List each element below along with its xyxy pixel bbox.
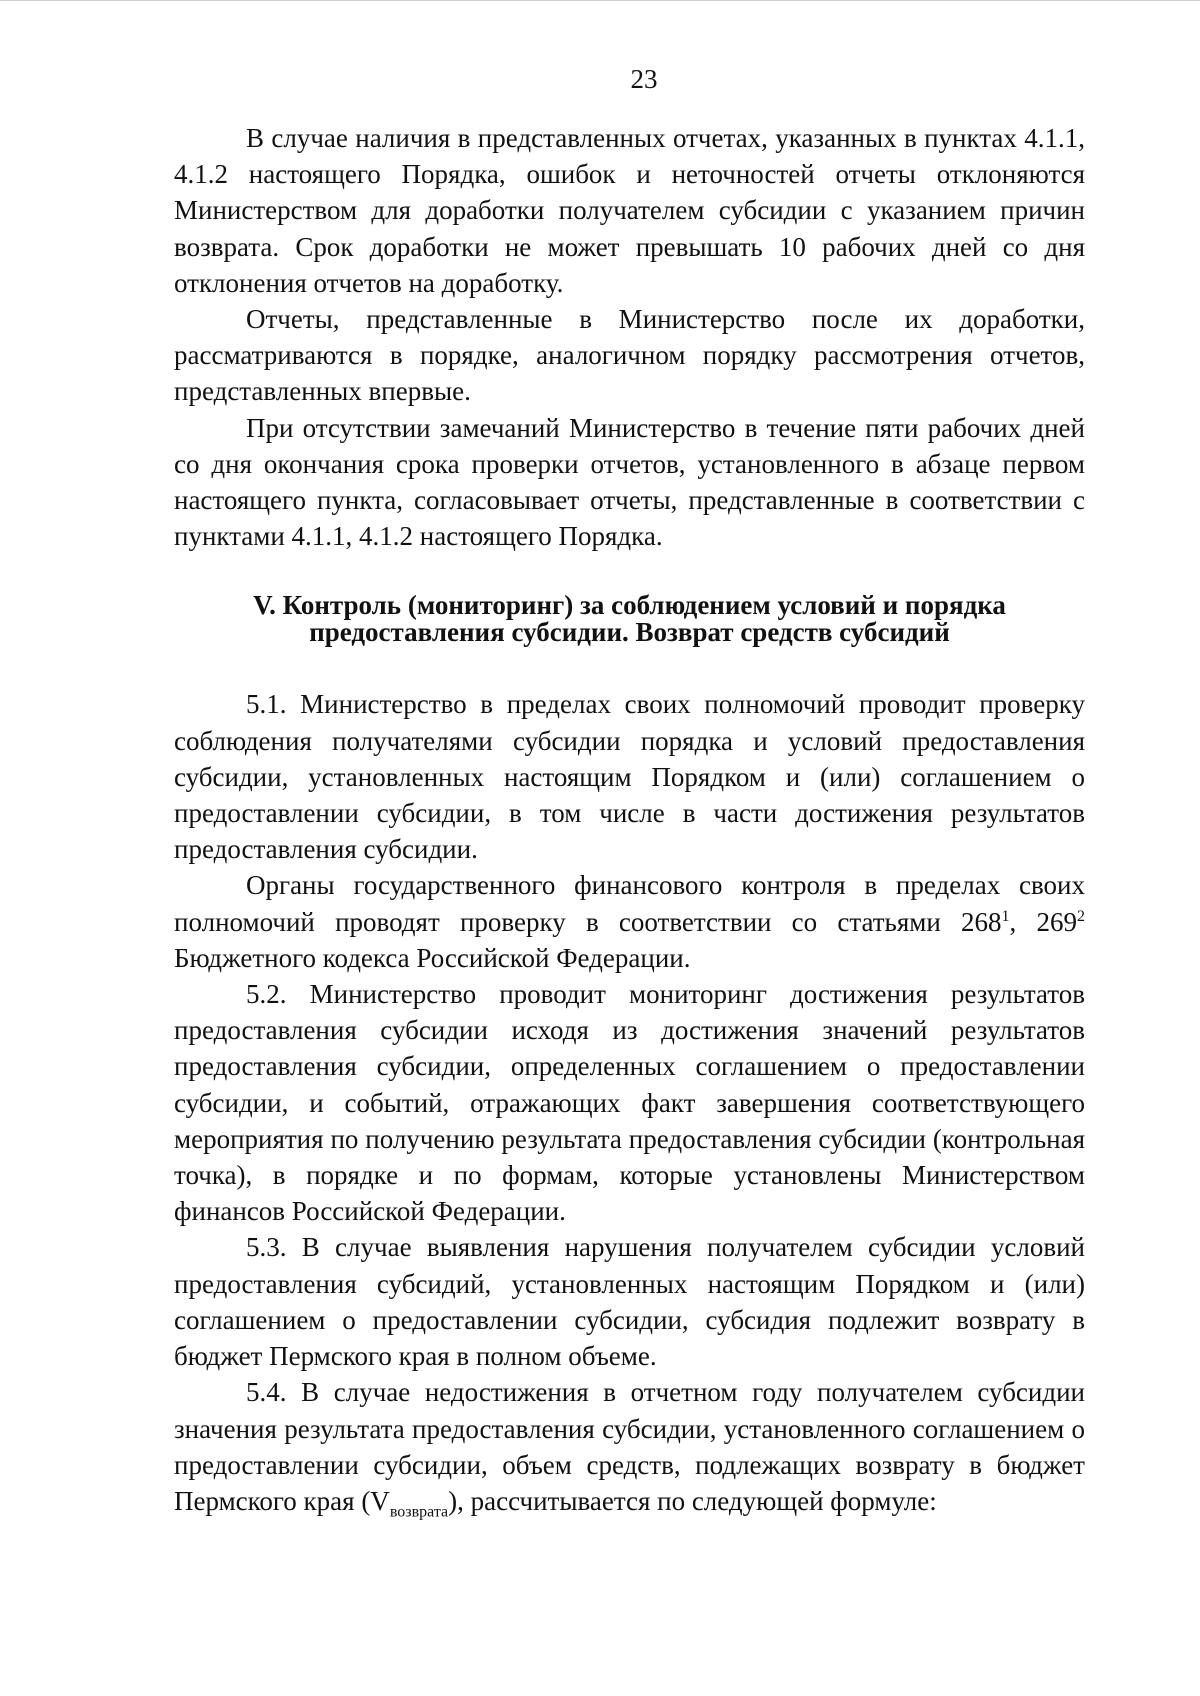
- paragraph-no-remarks: При отсутствии замечаний Министерство в течение пяти рабочих дней со дня окончания срока проверки отчетов, установленного в абзаце первом настоящего пункта, согласовывает отчеты, представленные в соответствии с пунктами 4.1.1, 4.1.2 настоящего Порядка.: [174, 412, 1085, 552]
- superscript-1: 1: [1001, 907, 1010, 925]
- section-heading-line-2: предоставления субсидии. Возврат средств субсидий: [309, 617, 950, 648]
- paragraph-5-2: 5.2. Министерство проводит мониторинг достижения результатов предоставления субсидии исходя из достижения значений результатов предоставления субсидии, определенных соглашением о предоставлении субсидии, и событий, отражающих факт завершения соответствующего мероприятия по получению результата предоставления субсидии (контрольная точка), в порядке и по формам, которые установлены Министерством финансов Российской Федерации.: [174, 979, 1085, 1227]
- paragraph-5-4: [174, 1374, 1085, 1519]
- subscript-return: возврата: [389, 1503, 449, 1521]
- financial-control-text-end: Бюджетного кодекса Российской Федерации.: [174, 942, 691, 973]
- superscript-2: 2: [1077, 907, 1086, 925]
- section-heading: [174, 592, 1085, 646]
- section-heading-line-1: V. Контроль (мониторинг) за соблюдением условий и порядка: [253, 590, 1006, 621]
- page-number: 23: [630, 64, 658, 94]
- financial-control-text-middle: , 269: [1009, 906, 1078, 937]
- paragraph-5-4-text-end: ), рассчитывается по следующей формуле:: [448, 1485, 937, 1516]
- paragraph-5-1: 5.1. Министерство в пределах своих полномочий проводит проверку соблюдения получателями субсидии порядка и условий предоставления субсидии, установленных настоящим Порядком и (или) соглашением о предоставлении субсидии, в том числе в части достижения результатов предоставления субсидии.: [174, 689, 1085, 865]
- paragraph-report-errors: В случае наличия в представленных отчетах, указанных в пунктах 4.1.1, 4.1.2 настоящего Порядка, ошибок и неточностей отчеты отклоняются Министерством для доработки получателем субсидии с указанием причин возврата. Срок доработки не может превышать 10 рабочих дней со дня отклонения отчетов на доработку.: [174, 123, 1085, 298]
- paragraph-financial-control: [174, 867, 1085, 976]
- paragraph-5-3: 5.3. В случае выявления нарушения получателем субсидии условий предоставления субсидий, установленных настоящим Порядком и (или) соглашением о предоставлении субсидии, субсидия подлежит возврату в бюджет Пермского края в полном объеме.: [174, 1232, 1085, 1372]
- paragraph-5-4-text-start: 5.4. В случае недостижения в отчетном году получателем субсидии значения результата предоставления субсидии, установленного соглашением о предоставлении субсидии, объем средств, подлежащих возврату в бюджет Пермского края (V: [174, 1377, 1085, 1516]
- document-body: [174, 120, 1085, 1519]
- scan-edge-line: [0, 0, 1200, 1]
- financial-control-text-start: Органы государственного финансового контроля в пределах своих полномочий проводят проверку в соответствии со статьями 268: [174, 870, 1085, 937]
- paragraph-reports-revised: Отчеты, представленные в Министерство после их доработки, рассматриваются в порядке, аналогичном порядку рассмотрения отчетов, представленных впервые.: [174, 304, 1085, 407]
